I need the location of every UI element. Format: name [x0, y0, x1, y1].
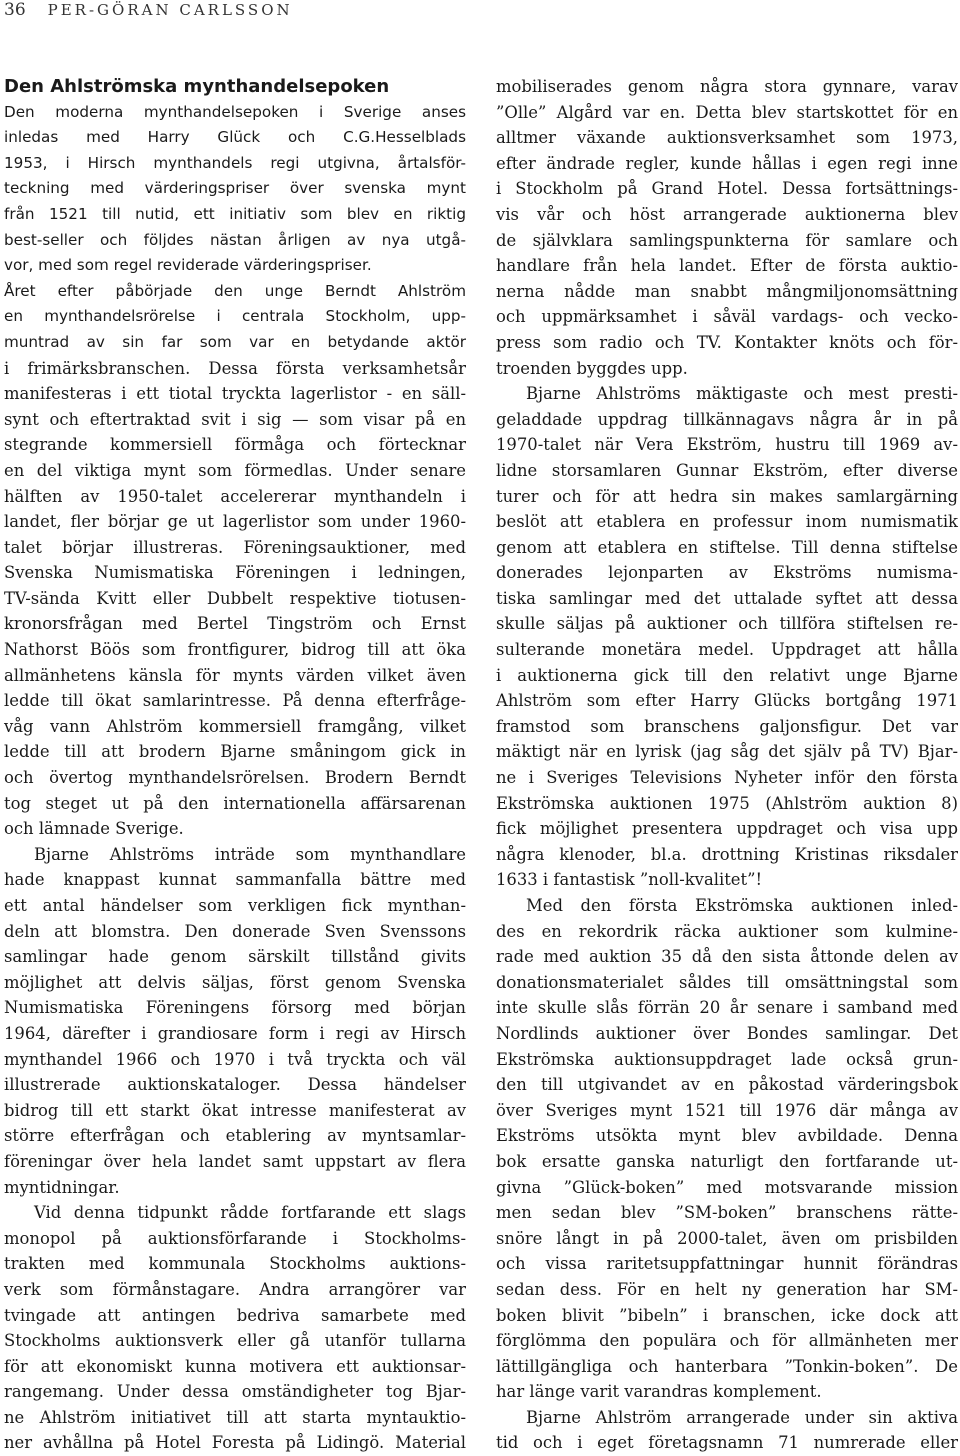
- text-line: talet börjar illustreras. Föreningsauktioner, med: [4, 537, 466, 557]
- text-line: press som radio och TV. Kontakter knöts och för-: [496, 332, 958, 352]
- text-line: trakten med kommunala Stockholms auktions-: [4, 1254, 466, 1274]
- text-line: ”Olle” Algård var en. Detta blev startskottet för en: [496, 102, 958, 122]
- text-line: landet, fler börjar ge ut lagerlistor som under 1960-: [4, 512, 466, 532]
- text-line: ner avhållna på Hotel Foresta på Lidingö. Material: [4, 1433, 466, 1453]
- page-number: 36: [4, 0, 26, 20]
- text-line: mäktigt när en lyrisk (jag såg det själv på TV) Bjar-: [496, 742, 958, 762]
- text-line: några klenoder, bl.a. drottning Kristinas riksdaler: [496, 844, 958, 864]
- text-line: inledas med Harry Glück och C.G.Hesselblads: [4, 128, 466, 147]
- section-heading: Den Ahlströmska mynthandelsepoken: [4, 76, 390, 97]
- text-line: över Sveriges mynt 1521 till 1976 där många av: [496, 1100, 958, 1120]
- text-line: teckning med värderingspriser över svenska mynt: [4, 179, 466, 198]
- text-line: donationsmaterialet såldes till omsättningstal som: [496, 972, 958, 992]
- text-line: 1970-talet när Vera Ekström, hustru till 1969 av-: [496, 435, 958, 455]
- text-line: hälften av 1950-talet accelererar mynthandeln i: [4, 486, 466, 506]
- text-line: de självklara samlingspunkterna för samlare och: [496, 230, 958, 250]
- text-line: Bjarne Ahlströms inträde som mynthandlare: [34, 844, 466, 864]
- text-line: alltmer växande auktionsverksamhet som 1973,: [496, 128, 958, 148]
- text-line: för att ekonomiskt kunna motivera ett auktionsar-: [4, 1356, 466, 1376]
- text-line: men sedan blev ”SM-boken” branschens rätte-: [496, 1203, 958, 1223]
- text-line: Vid denna tidpunkt rådde fortfarande ett slags: [34, 1203, 466, 1223]
- text-line: vis vår och höst arrangerade auktionerna blev: [496, 204, 958, 224]
- text-line: genom att etablera en stiftelse. Till denna stiftelse: [496, 537, 958, 557]
- text-line: boken blivit ”bibeln” i branschen, icke dock att: [496, 1305, 958, 1325]
- running-header: [4, 0, 293, 26]
- text-line: Numismatiska Föreningens försorg med början: [4, 998, 466, 1018]
- text-line: Med den första Ekströmska auktionen inled-: [526, 896, 958, 915]
- text-line: i auktionerna gick till den relativt unge Bjarne: [496, 665, 958, 685]
- text-line: Den moderna mynthandelsepoken i Sverige anses: [4, 102, 466, 121]
- text-line: större efterfrågan och etablering av myntsamlar-: [4, 1126, 466, 1146]
- text-line: en del viktiga mynt som förmedlas. Under senare: [4, 460, 466, 480]
- text-line: Ekströms utsökta mynt blev avbildade. Denna: [496, 1126, 958, 1146]
- text-line: rangemang. Under dessa omständigheter tog Bjar-: [4, 1382, 466, 1402]
- text-line: synt och eftertraktad svit i sig — som visar på en: [4, 409, 466, 429]
- text-line: TV-sända Kvitt eller Dubbelt respektive tiotusen-: [4, 588, 466, 608]
- text-line: illustrerade auktionskataloger. Dessa händelser: [4, 1075, 466, 1095]
- text-line: lättillgängliga och hanterbara ”Tonkin-boken”. De: [496, 1356, 958, 1376]
- text-line: i Stockholm på Grand Hotel. Dessa fortsättnings-: [496, 179, 958, 199]
- text-line: troenden byggdes upp.: [496, 358, 688, 378]
- text-line: verk som förmånstagare. Andra arrangörer var: [4, 1279, 466, 1299]
- text-line: allmänhetens känsla för mynts värden vilket även: [4, 665, 466, 685]
- text-line: Bjarne Ahlströms mäktigaste och mest presti-: [526, 384, 958, 404]
- text-line: snöre långt in på 2000-talet, även om prisbilden: [496, 1228, 958, 1248]
- text-line: skulle säljas på auktioner och tillföra stiftelsen re-: [496, 614, 958, 634]
- text-line: rade med auktion 35 då den sista åttonde delen av: [496, 947, 958, 967]
- text-line: och övertog mynthandelsrörelsen. Brodern Berndt: [4, 768, 466, 788]
- text-line: och uppmärksamhet i såväl vardags- och vecko-: [496, 307, 958, 327]
- text-line: en mynthandelsrörelse i centrala Stockholm, upp-: [4, 307, 466, 326]
- text-line: best-seller och följdes nästan årligen av nya utgå-: [4, 230, 466, 249]
- text-line: kronorsfrågan med Bertel Tingström och Ernst: [4, 614, 466, 634]
- text-line: manifesteras i ett tiotal tryckta lagerlistor - en säll-: [4, 384, 466, 404]
- text-line: 1633 i fantastisk ”noll-kvalitet”!: [496, 870, 763, 890]
- text-line: sedan dess. För en helt ny generation har SM-: [496, 1279, 958, 1299]
- text-line: tog steget ut på den internationella affärsarenan: [4, 793, 466, 813]
- text-line: tvingade att antingen bedriva samarbete med: [4, 1305, 466, 1325]
- text-line: mobiliserades genom några stora gynnare, varav: [496, 77, 958, 96]
- text-line: efter ändrade regler, kunde hållas i egen regi inne: [496, 153, 958, 173]
- text-line: förglömma den populära och för allmänheten mer: [496, 1331, 958, 1351]
- text-line: samlingar hade genom särskilt tillstånd givits: [4, 947, 466, 967]
- text-line: des en rekordrik räcka auktioner som kulmine-: [496, 921, 958, 941]
- text-line: turer och för att hedra sin makes samlargärning: [496, 486, 958, 506]
- text-line: Ekströmska auktionsuppdraget lade också grun-: [496, 1049, 958, 1069]
- text-line: handlare från hela landet. Efter de första auktio-: [496, 256, 958, 276]
- text-line: bok ersatte ganska naturligt den fortfarande ut-: [496, 1151, 958, 1171]
- text-line: vor, med som regel reviderade värderingspriser.: [4, 256, 372, 275]
- text-line: mynthandel 1966 och 1970 i två tryckta och väl: [4, 1049, 466, 1069]
- running-header-author: PER-GÖRAN CARLSSON: [47, 1, 293, 19]
- text-line: Ahlström som efter Harry Glücks bortgång 1971: [496, 691, 958, 711]
- text-line: ledde till att brodern Bjarne småningom gick in: [4, 742, 466, 762]
- text-line: hade knappast kunnat sammanfalla bättre med: [4, 870, 466, 890]
- text-line: ne Ahlström initiativet till att starta myntauktio-: [4, 1407, 466, 1427]
- left-column: [4, 74, 466, 1456]
- text-line: deln att blomstra. Den donerade Sven Svenssons: [4, 921, 466, 941]
- text-line: i frimärksbranschen. Dessa första verksamhetsår: [4, 358, 466, 378]
- text-line: 1953, i Hirsch mynthandels regi utgivna, årtalsför-: [4, 153, 466, 172]
- text-line: Nathorst Böös som frontfigurer, bidrog till att öka: [4, 640, 466, 660]
- text-line: donerades lejonparten av Ekströms numisma-: [496, 563, 958, 583]
- text-line: Stockholms auktionsverk eller gå utanför tullarna: [4, 1331, 466, 1351]
- text-line: bidrog till ett starkt ökat intresse manifesterat av: [4, 1100, 466, 1120]
- text-line: ledde till ökat samlarintresse. På denna efterfråge-: [4, 691, 466, 711]
- text-line: fick möjlighet presentera uppdraget och visa upp: [496, 819, 958, 839]
- text-line: möjlighet att delvis säljas, först genom Svenska: [4, 972, 466, 992]
- text-line: muntrad av sin far som var en betydande aktör: [4, 332, 466, 351]
- text-line: givna ”Glück-boken” med motsvarande mission: [496, 1177, 958, 1197]
- text-line: Året efter påbörjade den unge Berndt Ahlström: [4, 281, 466, 300]
- text-line: geladdade uppdrag tillkännagavs några år in på: [496, 409, 958, 429]
- text-line: och vissa raritetsuppfattningar hunnit förändras: [496, 1254, 958, 1274]
- text-line: inte skulle slås förrän 20 år senare i samband med: [496, 998, 958, 1018]
- text-line: ett antal händelser som verkligen fick mynthan-: [4, 896, 466, 915]
- text-line: ne i Sveriges Televisions Nyheter inför den första: [496, 768, 958, 788]
- text-line: framstod som branschens galjonsfigur. Det var: [496, 716, 958, 736]
- text-line: monopol på auktionsförfarande i Stockholms-: [4, 1228, 466, 1248]
- text-line: Nordlinds auktioner över Bondes samlingar. Det: [496, 1023, 958, 1043]
- text-line: från 1521 till nutid, ett initiativ som blev en riktig: [4, 204, 466, 223]
- text-line: tiska samlingar med det uttalade syftet att dessa: [496, 588, 958, 608]
- text-line: har länge varit varandras komplement.: [496, 1382, 822, 1402]
- text-line: stegrande kommersiell förmåga och förtecknar: [4, 435, 466, 455]
- text-line: den till utgivandet av en påkostad värderingsbok: [496, 1075, 958, 1095]
- text-line: lidne storsamlaren Gunnar Ekström, efter diverse: [496, 460, 958, 480]
- text-line: sulterande monetära medel. Uppdraget att hålla: [496, 640, 958, 660]
- text-line: våg vann Ahlström kommersiell framgång, vilket: [4, 716, 466, 736]
- text-line: Ekströmska auktionen 1975 (Ahlström auktion 8): [496, 793, 958, 813]
- text-line: nerna nådde man snabbt mångmiljonomsättning: [496, 281, 958, 301]
- text-line: Bjarne Ahlström arrangerade under sin aktiva: [526, 1407, 958, 1427]
- text-line: Svenska Numismatiska Föreningen i ledningen,: [4, 563, 466, 583]
- text-line: beslöt att etablera en professur inom numismatik: [496, 512, 958, 532]
- text-line: och lämnade Sverige.: [4, 819, 184, 839]
- text-line: tid och i eget företagsnamn 71 numrerade eller: [496, 1433, 958, 1453]
- text-line: föreningar över hela landet samt uppstart av flera: [4, 1151, 466, 1171]
- text-line: 1964, därefter i grandiosare form i regi av Hirsch: [4, 1023, 466, 1043]
- right-column: [496, 74, 958, 1456]
- text-line: myntidningar.: [4, 1177, 120, 1197]
